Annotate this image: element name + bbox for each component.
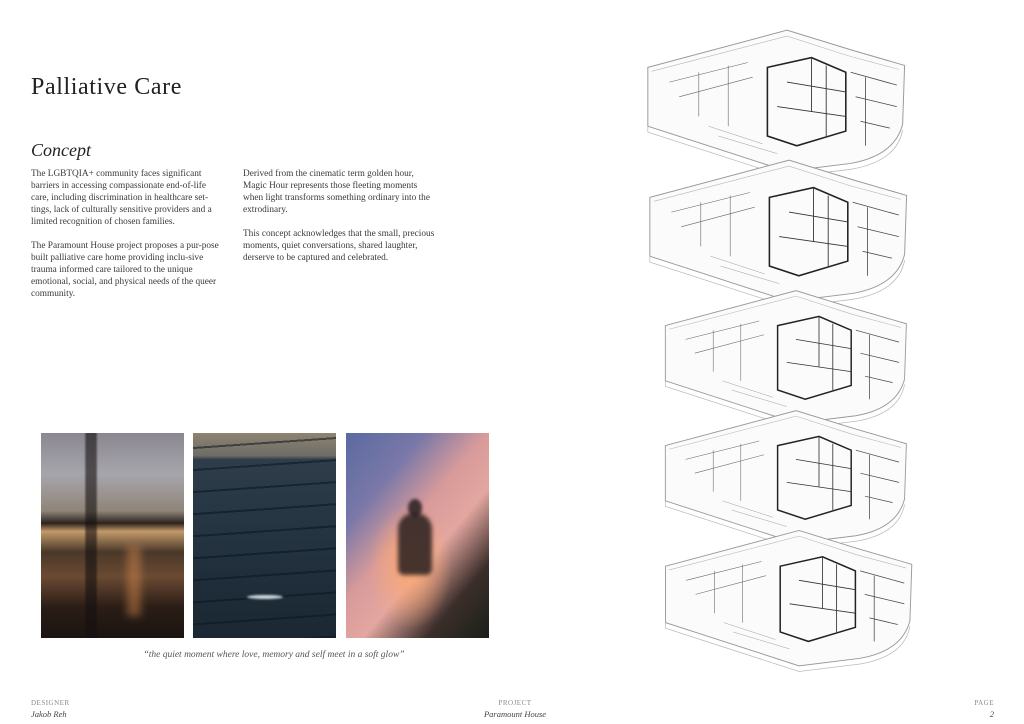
project-name: Paramount House (483, 709, 547, 719)
paragraph-moments: This concept acknowledges that the small, precious moments, quiet conversations, shared laughter, derserve to be captured and celebrated. (243, 229, 435, 263)
concept-column-right (243, 168, 438, 276)
section-subtitle: Concept (31, 140, 91, 160)
paragraph-proposal: The Paramount House project proposes a pur-pose built palliative care home providing inclu-sive trauma informed care tailored to the unique emotional, social, and physical needs of the queer community. (31, 241, 219, 299)
glowing-figure-photo (346, 433, 489, 638)
floor-plan-level-5 (648, 30, 905, 177)
concept-column-left (31, 168, 226, 312)
paragraph-barriers: The LGBTQIA+ community faces significant barriers in accessing compassionate end-of-life care, including discrimination in healthcare set-tings, lack of culturally sensitive providers and a limited recognition of chosen families. (31, 169, 212, 227)
floor-plan-level-2 (665, 411, 906, 549)
project-label: PROJECT (498, 699, 532, 707)
floor-plan-level-1 (666, 530, 912, 671)
page-number: 2 (989, 709, 994, 719)
designer-name: Jakob Reh (31, 709, 67, 719)
designer-label: DESIGNER (31, 699, 70, 707)
ocean-waves-photo (193, 433, 336, 638)
floor-plan-level-4 (650, 160, 907, 307)
page-label: PAGE (974, 699, 994, 707)
mood-photo-strip (41, 433, 489, 638)
blurred-sunset-photo (41, 433, 184, 638)
figure-body-shape (398, 513, 432, 575)
axonometric-floor-plans (640, 18, 920, 678)
paragraph-magic-hour: Derived from the cinematic term golden hour, Magic Hour represents those fleeting moments when light transforms something ordinary into the extrodinary. (243, 169, 430, 215)
floor-plan-level-3 (665, 291, 906, 429)
page-title: Palliative Care (31, 74, 182, 100)
floor-plan-stack-icon (640, 18, 920, 678)
photo-caption: “the quiet moment where love, memory and self meet in a soft glow” (143, 650, 405, 660)
